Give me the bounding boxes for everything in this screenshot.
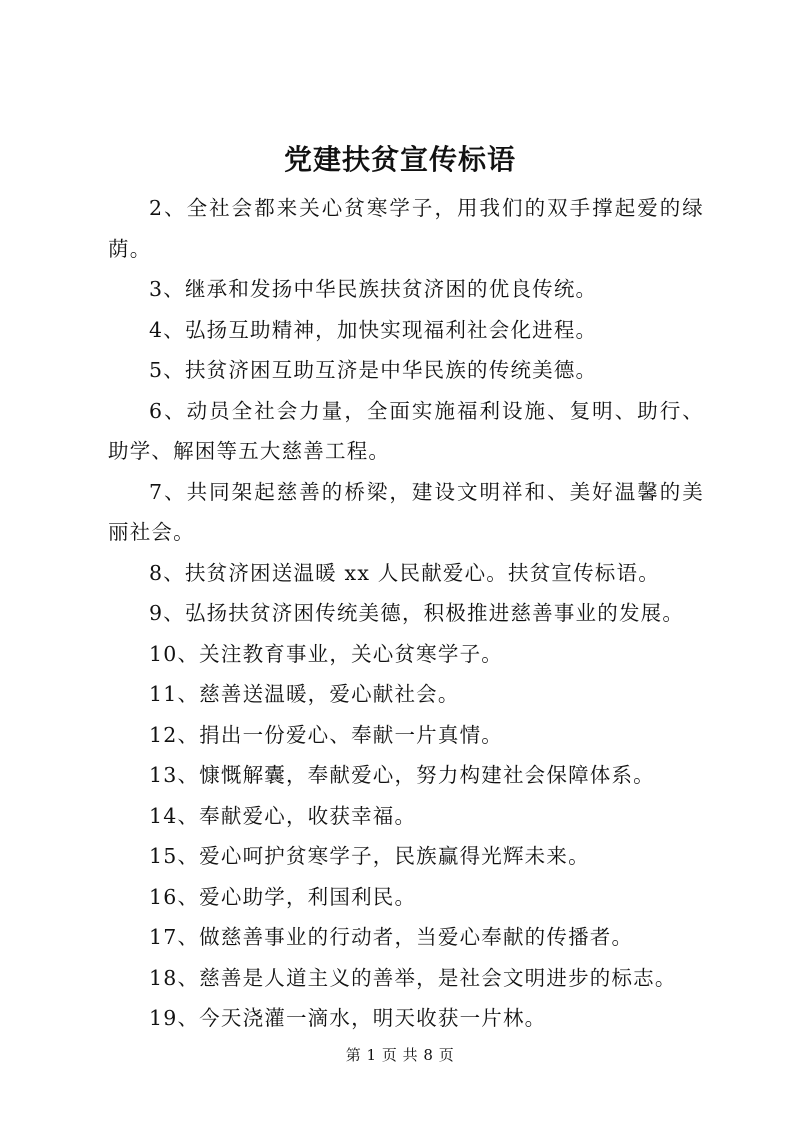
slogan-paragraph: 18、慈善是人道主义的善举，是社会文明进步的标志。: [149, 965, 677, 990]
slogan-paragraph: 5、扶贫济困互助互济是中华民族的传统美德。: [149, 358, 598, 382]
slogan-paragraph: 16、爱心助学，利国利民。: [149, 884, 417, 909]
slogan-paragraph: 14、奉献爱心，收获幸福。: [149, 803, 417, 828]
slogan-paragraph: 15、爱心呵护贫寒学子，民族赢得光辉未来。: [149, 844, 590, 868]
slogan-paragraph: 8、扶贫济困送温暖 xx 人民献爱心。扶贫宣传标语。: [149, 560, 660, 585]
slogan-paragraph: 3、继承和发扬中华民族扶贫济困的优良传统。: [149, 277, 598, 301]
slogan-paragraph: 2、全社会都来关心贫寒学子，用我们的双手撑起爱的绿荫。: [108, 196, 704, 261]
slogan-paragraph: 19、今天浇灌一滴水，明天收获一片林。: [149, 1006, 547, 1030]
slogan-paragraph: 17、做慈善事业的行动者，当爱心奉献的传播者。: [149, 925, 634, 949]
slogan-paragraph: 7、共同架起慈善的桥梁，建设文明祥和、美好温馨的美丽社会。: [108, 479, 704, 544]
slogan-paragraph: 9、弘扬扶贫济困传统美德，积极推进慈善事业的发展。: [149, 601, 685, 625]
page-footer: 第 1 页 共 8 页: [345, 1046, 455, 1064]
slogan-paragraph: 4、弘扬互助精神，加快实现福利社会化进程。: [149, 317, 598, 342]
document-body: [108, 188, 704, 1039]
slogan-paragraph: 6、动员全社会力量，全面实施福利设施、复明、助行、助学、解困等五大慈善工程。: [108, 398, 704, 463]
slogan-paragraph: 10、关注教育事业，关心贫寒学子。: [149, 641, 503, 666]
document-title: 党建扶贫宣传标语: [283, 143, 516, 176]
slogan-paragraph: 12、捐出一份爱心、奉献一片真情。: [149, 722, 503, 747]
slogan-paragraph: 13、慷慨解囊，奉献爱心，努力构建社会保障体系。: [149, 763, 655, 787]
slogan-paragraph: 11、慈善送温暖，爱心献社会。: [149, 682, 460, 706]
